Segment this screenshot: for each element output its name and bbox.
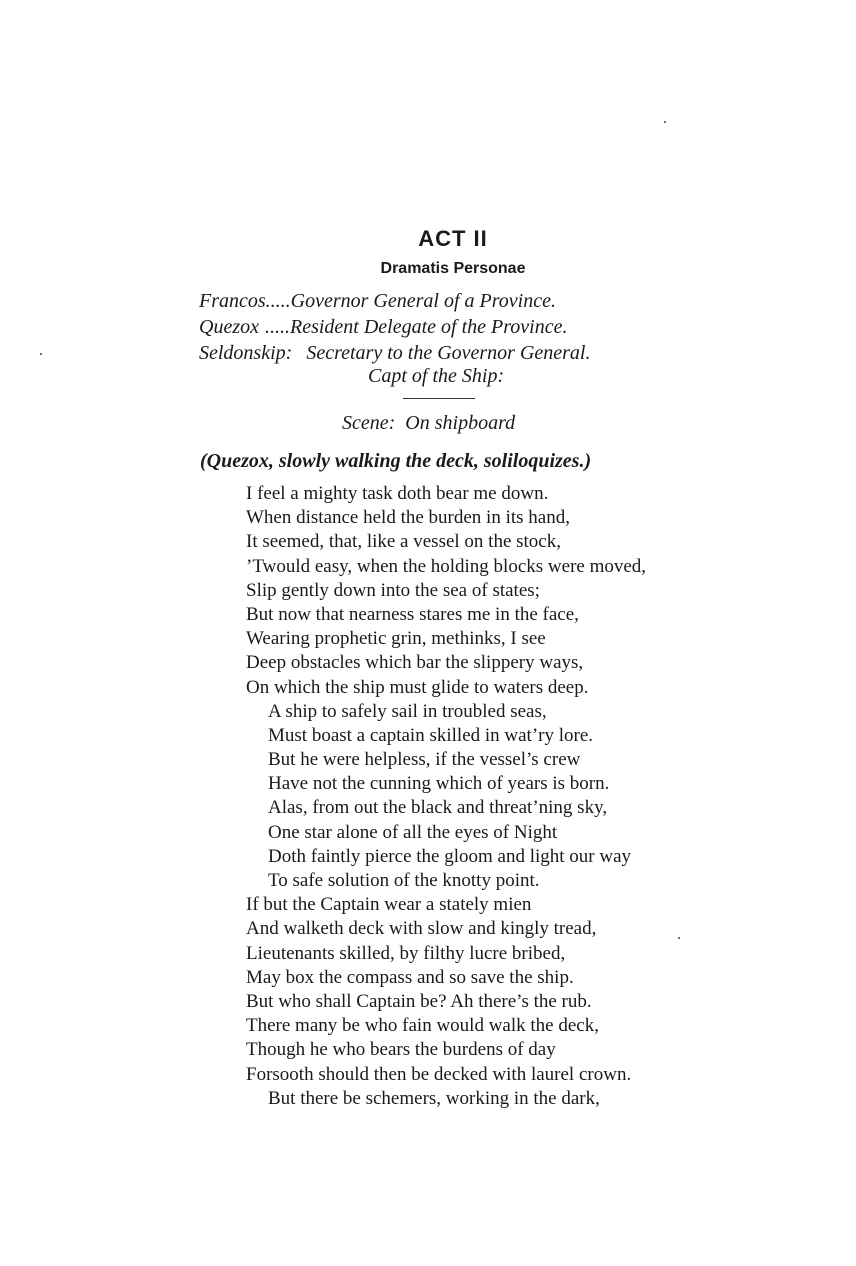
verse-line: A ship to safely sail in troubled seas, bbox=[268, 700, 547, 722]
cast-list bbox=[199, 288, 591, 366]
verse-line: There many be who fain would walk the deck, bbox=[246, 1015, 599, 1037]
verse-line: But he were helpless, if the vessel’s crew bbox=[268, 749, 581, 771]
verse-line: One star alone of all the eyes of Night bbox=[268, 821, 558, 843]
cast-entry-francos bbox=[199, 288, 591, 314]
stage-direction: (Quezox, slowly walking the deck, soliloquizes.) bbox=[200, 450, 592, 472]
cast-leader: ..... bbox=[264, 316, 290, 338]
verse-line: To safe solution of the knotty point. bbox=[268, 870, 540, 891]
verse-line: It seemed, that, like a vessel on the stock, bbox=[246, 531, 561, 553]
cast-name: Seldonskip: bbox=[199, 342, 293, 364]
verse-line: Slip gently down into the sea of states; bbox=[246, 579, 540, 601]
cast-entry-captain: Capt of the Ship: bbox=[368, 365, 505, 387]
scan-speck bbox=[664, 121, 666, 123]
verse-line: May box the compass and so save the ship. bbox=[246, 966, 574, 988]
cast-role: Secretary to the Governor General. bbox=[306, 342, 591, 364]
dramatis-personae-heading: Dramatis Personae bbox=[380, 260, 526, 277]
verse-line: ’Twould easy, when the holding blocks were moved, bbox=[246, 555, 647, 577]
verse-line: Wearing prophetic grin, methinks, I see bbox=[246, 628, 546, 650]
scan-speck bbox=[40, 353, 42, 355]
verse-line: Deep obstacles which bar the slippery ways, bbox=[246, 652, 584, 674]
cast-leader: ..... bbox=[265, 290, 291, 312]
cast-name: Francos bbox=[199, 290, 266, 312]
verse-line: Have not the cunning which of years is born. bbox=[268, 773, 610, 795]
verse-line: On which the ship must glide to waters deep. bbox=[246, 676, 589, 698]
verse-line: But now that nearness stares me in the face, bbox=[246, 603, 579, 625]
verse-line: If but the Captain wear a stately mien bbox=[246, 894, 532, 916]
verse-line: Must boast a captain skilled in wat’ry lore. bbox=[268, 724, 594, 746]
verse-line: But there be schemers, working in the dark, bbox=[268, 1087, 600, 1109]
verse-line: Though he who bears the burdens of day bbox=[246, 1039, 556, 1061]
verse-line: Forsooth should then be decked with laurel crown. bbox=[246, 1063, 632, 1085]
section-divider bbox=[403, 398, 475, 399]
verse-line: Lieutenants skilled, by filthy lucre bribed, bbox=[246, 942, 566, 964]
cast-entry-quezox bbox=[199, 314, 591, 340]
verse-block bbox=[246, 482, 646, 1111]
verse-line: But who shall Captain be? Ah there’s the rub. bbox=[246, 990, 592, 1012]
scan-speck bbox=[678, 937, 680, 939]
scene-text: On shipboard bbox=[405, 412, 516, 434]
cast-role: Governor General of a Province. bbox=[290, 290, 556, 312]
verse-line: And walketh deck with slow and kingly tread, bbox=[246, 918, 597, 940]
verse-line: I feel a mighty task doth bear me down. bbox=[246, 483, 549, 504]
cast-entry-seldonskip bbox=[199, 340, 591, 366]
scene-label: Scene: bbox=[342, 412, 396, 434]
cast-name: Quezox bbox=[199, 316, 259, 338]
verse-line: Alas, from out the black and threat’ning sky, bbox=[268, 797, 608, 819]
verse-line: When distance held the burden in its hand, bbox=[246, 507, 570, 529]
verse-line: Doth faintly pierce the gloom and light our way bbox=[268, 845, 632, 867]
cast-role: Resident Delegate of the Province. bbox=[289, 316, 568, 338]
act-title: ACT II bbox=[418, 226, 488, 251]
scene-line bbox=[342, 412, 515, 435]
